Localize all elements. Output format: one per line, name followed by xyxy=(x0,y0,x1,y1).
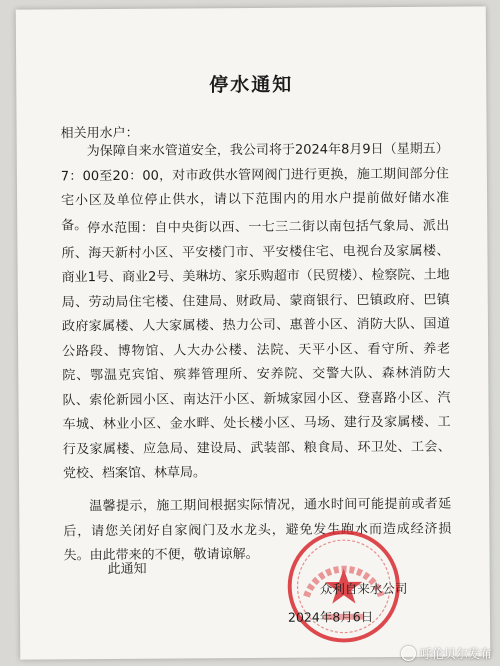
watermark-text: 呼伦贝尔发布 xyxy=(419,647,492,661)
company-name: 众利自来水公司 xyxy=(319,580,408,597)
notice-closing: 此通知 xyxy=(107,561,147,578)
source-watermark xyxy=(401,645,492,662)
notice-date: 2024年8月6日 xyxy=(287,609,374,625)
notice-paragraph-tips: 温馨提示，施工期间根据实际情况，通水时间可能提前或者延后，请您关闭好自家阀门及水龙头，避免发生跑水而造成经济损失。由此带来的不便，敬请谅解。 xyxy=(63,496,452,564)
notice-greeting: 相关用水户： xyxy=(60,125,139,142)
notice-title: 停水通知 xyxy=(209,73,294,97)
notice-paragraph-schedule: 为保障自来水管道安全，我公司将于2024年8月9日（星期五）7：00至20：00，对市政供水管网阀门进行更换，施工期间部分住宅小区及单位停止供水，请以下范围内的用水户提前做好储水准备。 xyxy=(60,141,450,233)
notice-paper xyxy=(16,6,491,659)
watermark-logo-icon xyxy=(401,646,416,661)
notice-paragraph-scope: 停水范围：自中央街以西、一七三二街以南包括气象局、派出所、海天新村小区、平安楼门市、平安楼住宅、电视台及家属楼、商业1号、商业2号、美琳坊、家乐购超市（民贸楼）、检察院、土地局、劳动局住宅楼、住建局、财政局、蒙商银行、巴镇政府、巴镇政府家属楼、人大家属楼、热力公司、惠普小区、消防大队、国道公路段、博物馆、人大办公楼、法院、天平小区、看守所、养老院、鄂温克宾馆、殡葬管理所、安养院、交警大队、森林消防大队、索伦新园小区、南达汗小区、新城家园小区、登喜路小区、汽车城、林业小区、金水畔、处长楼小区、马场、建行及家属楼、工行及家属楼、应急局、建设局、武装部、粮食局、环卫处、工会、党校、档案馆、林草局。 xyxy=(61,218,451,482)
